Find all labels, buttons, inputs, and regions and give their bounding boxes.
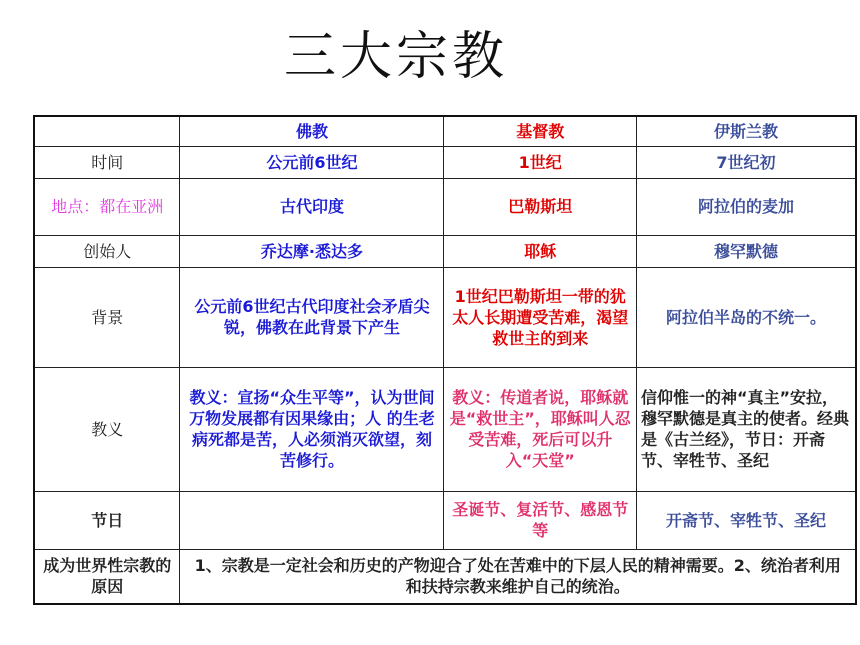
founder-christianity: 耶稣 xyxy=(444,235,637,267)
background-buddhism: 公元前6世纪古代印度社会矛盾尖锐，佛教在此背景下产生 xyxy=(180,267,444,367)
religions-comparison-table xyxy=(33,115,857,605)
founder-buddhism: 乔达摩·悉达多 xyxy=(180,235,444,267)
time-christianity: 1世纪 xyxy=(444,146,637,178)
time-islam: 7世纪初 xyxy=(637,146,857,178)
row-label-background: 背景 xyxy=(34,267,180,367)
table-row-festival xyxy=(34,491,856,549)
row-label-doctrine: 教义 xyxy=(34,367,180,491)
header-empty-cell xyxy=(34,116,180,146)
founder-islam: 穆罕默德 xyxy=(637,235,857,267)
festival-christianity: 圣诞节、复活节、感恩节等 xyxy=(444,491,637,549)
header-islam: 伊斯兰教 xyxy=(637,116,857,146)
row-label-festival: 节日 xyxy=(34,491,180,549)
location-islam: 阿拉伯的麦加 xyxy=(637,178,857,235)
time-buddhism: 公元前6世纪 xyxy=(180,146,444,178)
doctrine-islam: 信仰惟一的神“真主”安拉，穆罕默德是真主的使者。经典是《古兰经》，节日：开斋节、宰牲节、圣纪 xyxy=(637,367,857,491)
row-label-founder: 创始人 xyxy=(34,235,180,267)
table-row-time xyxy=(34,146,856,178)
festival-buddhism xyxy=(180,491,444,549)
background-christianity: 1世纪巴勒斯坦一带的犹太人长期遭受苦难，渴望救世主的到来 xyxy=(444,267,637,367)
header-buddhism: 佛教 xyxy=(180,116,444,146)
location-christianity: 巴勒斯坦 xyxy=(444,178,637,235)
table-row-location xyxy=(34,178,856,235)
doctrine-buddhism: 教义：宣扬“众生平等”，认为世间万物发展都有因果缘由；人 的生老病死都是苦，人必须消灭欲望，刻苦修行。 xyxy=(180,367,444,491)
page-title: 三大宗教 xyxy=(284,27,509,87)
doctrine-christianity: 教义：传道者说，耶稣就是“救世主”，耶稣叫人忍受苦难，死后可以升入“天堂” xyxy=(444,367,637,491)
row-label-reason: 成为世界性宗教的原因 xyxy=(34,549,180,604)
festival-islam: 开斋节、宰牲节、圣纪 xyxy=(637,491,857,549)
row-label-location: 地点：都在亚洲 xyxy=(34,178,180,235)
table-row-background xyxy=(34,267,856,367)
table-row-reason xyxy=(34,549,856,604)
table-header-row xyxy=(34,116,856,146)
row-label-time: 时间 xyxy=(34,146,180,178)
header-christianity: 基督教 xyxy=(444,116,637,146)
background-islam: 阿拉伯半岛的不统一。 xyxy=(637,267,857,367)
location-buddhism: 古代印度 xyxy=(180,178,444,235)
table-row-founder xyxy=(34,235,856,267)
table-row-doctrine xyxy=(34,367,856,491)
reason-text: 1、宗教是一定社会和历史的产物迎合了处在苦难中的下层人民的精神需要。2、统治者利用 和扶持宗教来维护自己的统治。 xyxy=(180,549,856,604)
